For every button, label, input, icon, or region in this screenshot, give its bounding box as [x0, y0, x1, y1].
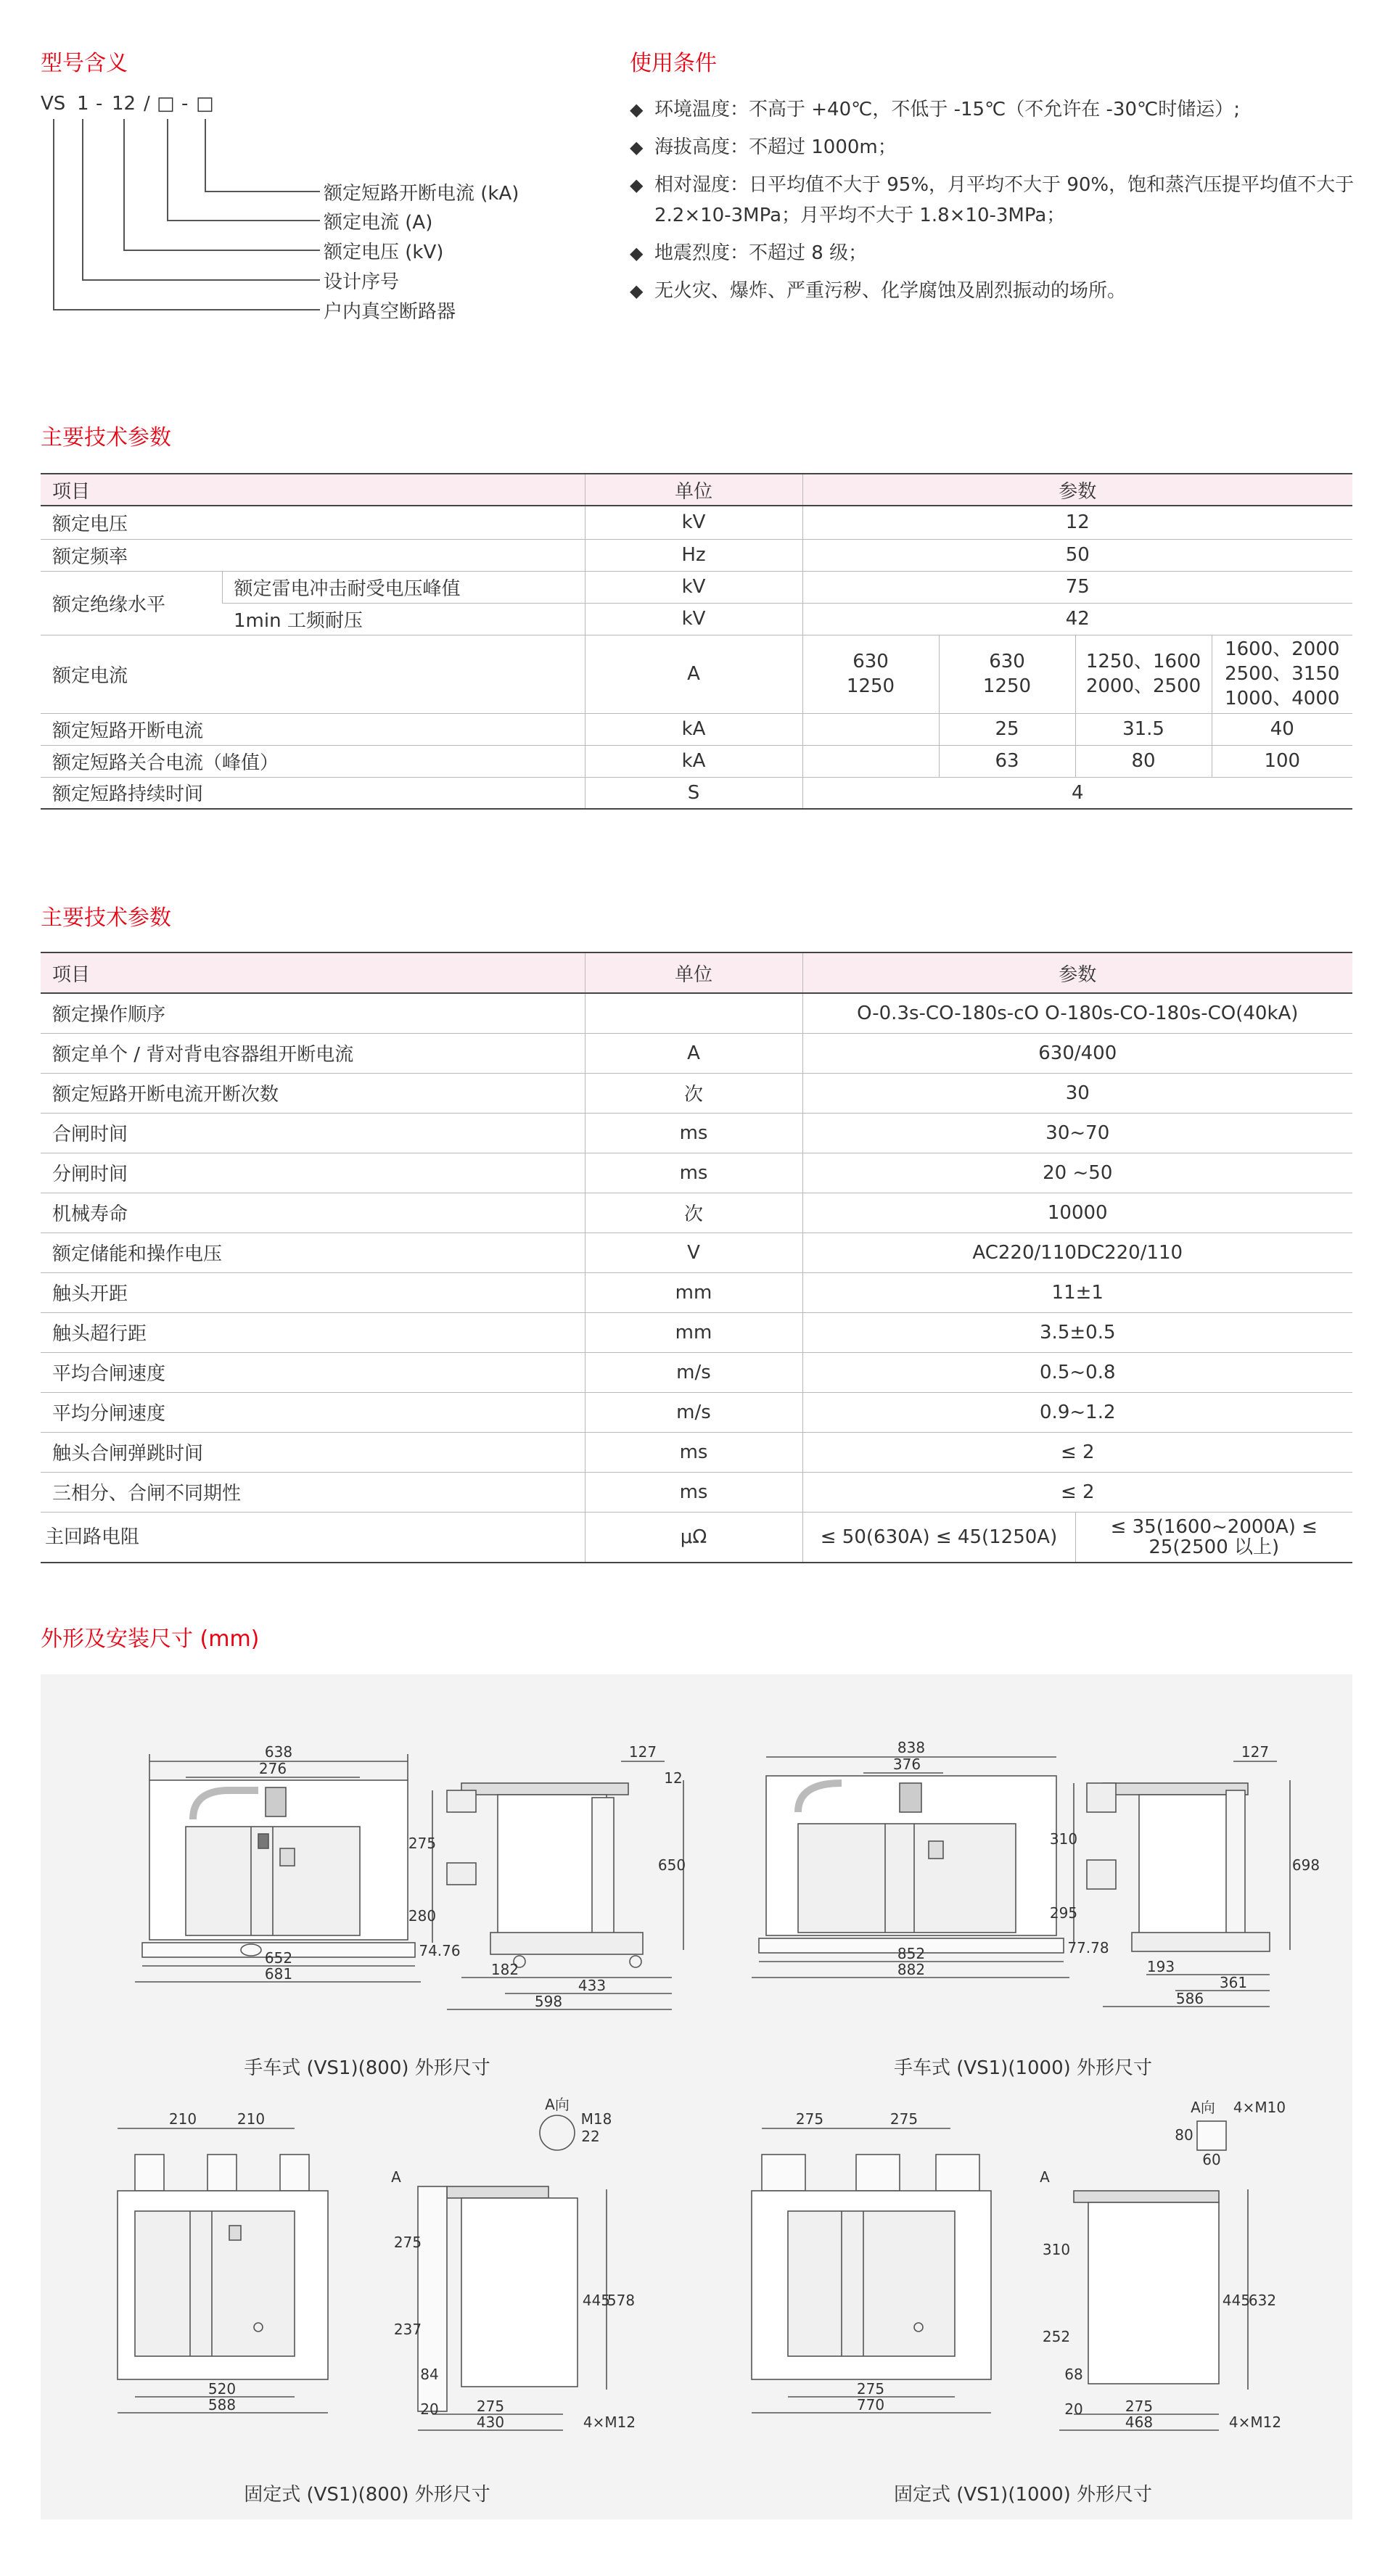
- dim-label: 12: [664, 1769, 683, 1787]
- current-line: 1000、4000: [1225, 688, 1340, 709]
- cell-value: 63: [939, 745, 1075, 777]
- code-label-design: 设计序号: [324, 271, 400, 293]
- cell-unit: m/s: [585, 1392, 802, 1432]
- code-box1: □: [157, 93, 175, 115]
- cell-label: 合闸时间: [41, 1113, 585, 1153]
- header-unit: 单位: [585, 474, 802, 506]
- dim-label: 210: [168, 2110, 197, 2128]
- current-line: 1600、2000: [1225, 638, 1340, 660]
- dim-label: 520: [207, 2380, 237, 2398]
- header-unit: 单位: [585, 952, 802, 993]
- caption-truck-1000: 手车式 (VS1)(1000) 外形尺寸: [893, 2057, 1153, 2079]
- dim-label: 275: [393, 2234, 422, 2251]
- cell-label: 额定电压: [41, 506, 585, 539]
- cell-label: 额定操作顺序: [41, 993, 585, 1033]
- cell-label: 额定短路开断电流开断次数: [41, 1073, 585, 1113]
- cell-unit: A: [585, 1033, 802, 1073]
- cell-label: 触头合闸弹跳时间: [41, 1432, 585, 1472]
- cell-unit: Hz: [585, 539, 802, 571]
- cell-unit: ms: [585, 1113, 802, 1153]
- table-row: [41, 1432, 1352, 1472]
- dim-label: 445: [582, 2292, 611, 2309]
- dim-label: 310: [1049, 1830, 1078, 1848]
- code-leader-lines: [41, 93, 367, 325]
- cell-sublabel: 1min 工频耐压: [222, 603, 585, 635]
- cell-unit: ms: [585, 1153, 802, 1193]
- code-12: 12: [112, 93, 136, 115]
- dim-label: 588: [207, 2396, 237, 2414]
- dim-label: 20: [420, 2400, 439, 2418]
- header-item: 项目: [41, 952, 585, 993]
- dim-label: M18: [580, 2110, 612, 2128]
- current-line: 1250: [846, 675, 895, 697]
- dim-label: 193: [1146, 1958, 1175, 1975]
- cell-unit: mm: [585, 1272, 802, 1312]
- code-vs: VS: [41, 93, 66, 115]
- table-row: [41, 1233, 1352, 1272]
- cell-value: 0.5~0.8: [802, 1352, 1352, 1392]
- cell-value: [939, 635, 1075, 713]
- cell-value: ≤ 2: [802, 1432, 1352, 1472]
- condition-item: ◆ 海拔高度：不超过 1000m；: [630, 132, 1355, 162]
- dim-label: 275: [856, 2380, 885, 2398]
- dim-label: 237: [393, 2321, 422, 2338]
- table-row: [41, 1153, 1352, 1193]
- drawing-truck-800: [41, 1674, 694, 2095]
- current-line: 1250: [982, 675, 1032, 697]
- current-line: 630: [852, 651, 889, 672]
- cell-label: 平均分闸速度: [41, 1392, 585, 1432]
- cell-value: 30: [802, 1073, 1352, 1113]
- drawing-fixed-800: [41, 2095, 694, 2465]
- code-1: 1: [77, 93, 89, 115]
- conditions-list: [630, 94, 1355, 313]
- condition-item: ◆ 地震烈度：不超过 8 级；: [630, 238, 1355, 268]
- code-dash1: -: [96, 93, 103, 115]
- dim-label: 22: [581, 2128, 600, 2145]
- cell-value: 31.5: [1075, 713, 1212, 745]
- dim-label: 445: [1222, 2292, 1251, 2309]
- cell-value: 40: [1212, 713, 1352, 745]
- dim-label: 4×M10: [1233, 2099, 1286, 2116]
- cell-unit: 次: [585, 1073, 802, 1113]
- table-header-row: [41, 952, 1352, 993]
- dim-label: 376: [892, 1756, 921, 1773]
- table-row: [41, 1512, 1352, 1563]
- dim-label: 127: [628, 1743, 657, 1761]
- cell-value: O-0.3s-CO-180s-cO O-180s-CO-180s-CO(40kA): [802, 993, 1352, 1033]
- cell-unit: kA: [585, 713, 802, 745]
- cell-label: 额定电流: [41, 635, 585, 713]
- code-label-current: 额定电流 (A): [324, 212, 433, 234]
- cell-value: 12: [802, 506, 1352, 539]
- dim-label: 210: [237, 2110, 266, 2128]
- table-row: [41, 1033, 1352, 1073]
- cell-unit: 次: [585, 1193, 802, 1233]
- caption-fixed-800: 固定式 (VS1)(800) 外形尺寸: [244, 2484, 490, 2506]
- dim-label: 770: [856, 2396, 885, 2414]
- code-label-type: 户内真空断路器: [324, 301, 456, 323]
- cell-label: 额定短路关合电流（峰值）: [41, 745, 585, 777]
- dim-label: 310: [1042, 2241, 1071, 2258]
- cell-unit: kV: [585, 571, 802, 603]
- dim-label: 681: [264, 1965, 293, 1983]
- table-row: [41, 993, 1352, 1033]
- cell-value: 75: [802, 571, 1352, 603]
- table-row: [41, 635, 1352, 713]
- table-row: [41, 745, 1352, 777]
- cell-value: [802, 713, 939, 745]
- cell-unit: [585, 993, 802, 1033]
- dim-label: 275: [476, 2398, 505, 2415]
- dim-label: 433: [578, 1977, 607, 1994]
- code-box2: □: [196, 93, 214, 115]
- cell-value: ≤ 50(630A) ≤ 45(1250A): [802, 1512, 1075, 1563]
- cell-sublabel: 额定雷电冲击耐受电压峰值: [222, 571, 585, 603]
- cell-unit: mm: [585, 1312, 802, 1352]
- cell-value: ≤ 35(1600~2000A) ≤ 25(2500 以上): [1075, 1512, 1352, 1563]
- cell-unit: V: [585, 1233, 802, 1272]
- cell-value: [802, 745, 939, 777]
- cell-value: [1075, 635, 1212, 713]
- cell-value: 80: [1075, 745, 1212, 777]
- cell-value: 25: [939, 713, 1075, 745]
- model-title: 型号含义: [41, 51, 128, 76]
- cell-value: AC220/110DC220/110: [802, 1233, 1352, 1272]
- cell-unit: kV: [585, 603, 802, 635]
- code-label-breaking: 额定短路开断电流 (kA): [324, 183, 519, 205]
- cell-value: 20 ~50: [802, 1153, 1352, 1193]
- dim-label: A向: [1191, 2099, 1215, 2116]
- dim-label: 74.76: [419, 1942, 461, 1959]
- dim-label: 127: [1241, 1743, 1270, 1761]
- dim-label: 578: [607, 2292, 636, 2309]
- header-param: 参数: [802, 952, 1352, 993]
- dim-label: 838: [897, 1739, 926, 1756]
- dim-label: 60: [1202, 2151, 1221, 2168]
- cell-label: 机械寿命: [41, 1193, 585, 1233]
- dim-label: 598: [534, 1993, 563, 2010]
- table-row: [41, 539, 1352, 571]
- condition-item: ◆ 相对湿度：日平均值不大于 95%，月平均不大于 90%，饱和蒸汽压提平均值不大于 2.2×10-3MPa；月平均不大于 1.8×10-3MPa；: [630, 170, 1355, 231]
- table2-title: 主要技术参数: [41, 905, 171, 931]
- table-row: [41, 1073, 1352, 1113]
- cell-unit: μΩ: [585, 1512, 802, 1563]
- dim-label: 430: [476, 2414, 505, 2431]
- table-row: [41, 777, 1352, 809]
- current-line: 2500、3150: [1225, 663, 1340, 685]
- drawing-fixed-1000: [696, 2095, 1349, 2465]
- spec-table-2: [41, 952, 1352, 1563]
- dim-label: 586: [1175, 1990, 1204, 2007]
- drawing-truck-1000: [696, 1674, 1349, 2095]
- dim-label: 650: [657, 1856, 686, 1874]
- table-row: [41, 1392, 1352, 1432]
- cell-label: 额定短路开断电流: [41, 713, 585, 745]
- dim-label: 295: [1049, 1904, 1078, 1922]
- drawings-title: 外形及安装尺寸 (mm): [41, 1626, 260, 1652]
- cell-value: 3.5±0.5: [802, 1312, 1352, 1352]
- cell-unit: kA: [585, 745, 802, 777]
- cell-value: 30~70: [802, 1113, 1352, 1153]
- dim-label: 275: [795, 2110, 824, 2128]
- cell-value: 50: [802, 539, 1352, 571]
- current-line: 2000、2500: [1085, 675, 1201, 697]
- cell-value: 11±1: [802, 1272, 1352, 1312]
- table1-title: 主要技术参数: [41, 425, 171, 450]
- model-code-diagram: [41, 93, 548, 332]
- cell-unit: A: [585, 635, 802, 713]
- table-row: [41, 1352, 1352, 1392]
- dim-label: 280: [408, 1907, 437, 1925]
- dim-label: 252: [1042, 2328, 1071, 2345]
- dim-label: 468: [1125, 2414, 1154, 2431]
- cell-value: 10000: [802, 1193, 1352, 1233]
- drawings-panel: [41, 1674, 1352, 2519]
- cell-label: 触头开距: [41, 1272, 585, 1312]
- cell-value: 0.9~1.2: [802, 1392, 1352, 1432]
- dim-label: 20: [1064, 2400, 1083, 2418]
- table-row: [41, 1113, 1352, 1153]
- dim-label: A: [1040, 2168, 1050, 2186]
- table2-body: [41, 993, 1352, 1563]
- code-dash2: -: [181, 93, 189, 115]
- table-row: [41, 1472, 1352, 1512]
- conditions-title: 使用条件: [630, 51, 717, 76]
- cell-unit: kV: [585, 506, 802, 539]
- condition-item: ◆ 环境温度：不高于 +40℃，不低于 -15℃（不允许在 -30℃时储运）;: [630, 94, 1355, 125]
- dim-label: 77.78: [1067, 1939, 1109, 1956]
- code-label-voltage: 额定电压 (kV): [324, 242, 444, 263]
- cell-label: 额定单个 / 背对背电容器组开断电流: [41, 1033, 585, 1073]
- cell-unit: S: [585, 777, 802, 809]
- cell-value: 42: [802, 603, 1352, 635]
- dim-label: A向: [545, 2096, 570, 2113]
- cell-value: [802, 635, 939, 713]
- dim-label: 275: [408, 1835, 437, 1852]
- dim-label: 361: [1219, 1974, 1248, 1991]
- cell-value: 630/400: [802, 1033, 1352, 1073]
- cell-unit: ms: [585, 1472, 802, 1512]
- cell-value: 100: [1212, 745, 1352, 777]
- header-item: 项目: [41, 474, 585, 506]
- dim-label: 882: [897, 1961, 926, 1978]
- cell-label: 额定频率: [41, 539, 585, 571]
- dim-label: 852: [897, 1945, 926, 1962]
- dim-label: 632: [1248, 2292, 1277, 2309]
- dim-label: 276: [258, 1760, 287, 1777]
- table-row: [41, 603, 1352, 635]
- dim-label: 698: [1291, 1856, 1320, 1874]
- table-row: [41, 1312, 1352, 1352]
- cell-label: 额定绝缘水平: [41, 571, 222, 635]
- code-slash: /: [144, 93, 150, 115]
- dim-label: 638: [264, 1743, 293, 1761]
- current-line: 1250、1600: [1085, 651, 1201, 672]
- dim-label: 4×M12: [583, 2414, 636, 2431]
- dim-label: 275: [1125, 2398, 1154, 2415]
- caption-truck-800: 手车式 (VS1)(800) 外形尺寸: [244, 2057, 490, 2079]
- caption-fixed-1000: 固定式 (VS1)(1000) 外形尺寸: [893, 2484, 1153, 2506]
- table-row: [41, 1193, 1352, 1233]
- table-row: [41, 713, 1352, 745]
- cell-label: 额定短路持续时间: [41, 777, 585, 809]
- dim-label: 652: [264, 1949, 293, 1967]
- dim-label: 68: [1064, 2366, 1083, 2383]
- dim-label: 4×M12: [1228, 2414, 1282, 2431]
- table-row: [41, 571, 1352, 603]
- header-param: 参数: [802, 474, 1352, 506]
- table-row: [41, 1272, 1352, 1312]
- cell-label: 三相分、合闸不同期性: [41, 1472, 585, 1512]
- dim-label: 275: [889, 2110, 919, 2128]
- cell-value: [1212, 635, 1352, 713]
- condition-item: ◆ 无火灾、爆炸、严重污秽、化学腐蚀及剧烈振动的场所。: [630, 276, 1355, 306]
- cell-label: 分闸时间: [41, 1153, 585, 1193]
- cell-label: 额定储能和操作电压: [41, 1233, 585, 1272]
- dim-label: A: [391, 2168, 401, 2186]
- spec-table-1: [41, 473, 1352, 810]
- cell-unit: ms: [585, 1432, 802, 1472]
- dim-label: 80: [1175, 2126, 1193, 2144]
- cell-value: ≤ 2: [802, 1472, 1352, 1512]
- current-line: 630: [989, 651, 1025, 672]
- cell-value: 4: [802, 777, 1352, 809]
- cell-unit: m/s: [585, 1352, 802, 1392]
- cell-label: 主回路电阻: [41, 1512, 585, 1563]
- cell-label: 触头超行距: [41, 1312, 585, 1352]
- table-header-row: [41, 474, 1352, 506]
- cell-label: 平均合闸速度: [41, 1352, 585, 1392]
- table-row: [41, 506, 1352, 539]
- dim-label: 182: [490, 1961, 519, 1978]
- dim-label: 84: [420, 2366, 439, 2383]
